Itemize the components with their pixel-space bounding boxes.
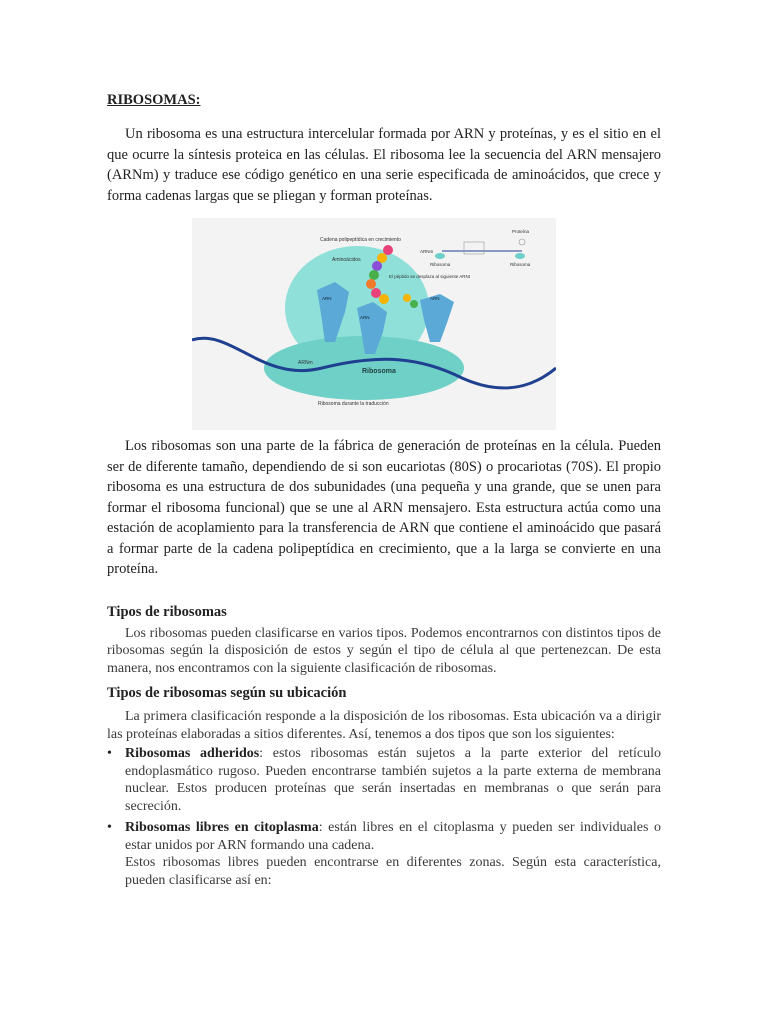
ribosome-figure (192, 218, 556, 430)
ribosome-types-list (107, 745, 661, 889)
trna-label-1: ARN (322, 296, 332, 301)
section-heading-ubicacion: Tipos de ribosomas según su ubicación (107, 685, 347, 701)
intro-paragraph: Un ribosoma es una estructura intercelular formada por ARN y proteínas, y es el sitio en el que ocurre la síntesis proteica en las células. El ribosoma lee la secuencia del ARN mensajero (ARNm) y traduce ese código genético en una serie especificada de aminoácidos, que crece y forma cadenas largas que se pliegan y forman proteínas. (107, 126, 661, 204)
list-item-term: Ribosomas adheridos (125, 746, 260, 761)
ribosome-description-paragraph: Los ribosomas son una parte de la fábrica de generación de proteínas en la célula. Pueden ser de diferente tamaño, dependiendo de si son eucariotas (80S) o procariotas (70S). El propio ribosoma es una estructura de dos subunidades (una pequeña y una grande, que se unen para formar el ribosoma funcional) que se une al ARN mensajero. Esta estructura actúa como una estación de acoplamiento para la transferencia de ARN que contiene el aminoácido que pasará a formar parte de la cadena polipeptídica en crecimiento, que a la larga se convierte en una proteína. (107, 438, 661, 577)
chain-label: Cadena polipeptídica en crecimiento (320, 237, 401, 243)
document-page (107, 92, 661, 893)
inset-ribosome-right: Ribosoma (510, 262, 531, 267)
trna-label-2: ARN (360, 315, 370, 320)
trna-label-3: ARN (430, 296, 440, 301)
inset-protein-label: Proteína (512, 229, 530, 234)
section-heading-tipos: Tipos de ribosomas (107, 603, 227, 620)
list-item (107, 745, 661, 815)
mrna-label: ARNm (298, 360, 313, 366)
section-paragraph-ubicacion: La primera clasificación responde a la disposición de los ribosomas. Esta ubicación va a dirigir las proteínas elaboradas a sitios diferentes. Así, tenemos a dos tipos que son los siguientes: (107, 709, 661, 742)
list-item-text: : están libres en el citoplasma y pueden ser individuales o estar unidos por ARN formando una cadena. (125, 820, 661, 853)
figure-caption: Ribosoma durante la traducción (318, 401, 389, 407)
bullet-icon: • (107, 746, 112, 761)
list-item (107, 819, 661, 889)
inset-ribosome-left: Ribosoma (430, 262, 451, 267)
aa-label: Aminoácidos (332, 257, 361, 263)
list-item-term: Ribosomas libres en citoplasma (125, 820, 319, 835)
bullet-icon: • (107, 820, 112, 835)
section-paragraph-tipos: Los ribosomas pueden clasificarse en varios tipos. Podemos encontrarnos con distintos tipos de ribosomas según la disposición de estos y según el tipo de célula al que pertenezcan. De esta manera, nos encontramos con la siguiente clasificación de ribosomas. (107, 625, 661, 676)
document-title: RIBOSOMAS: (107, 92, 201, 108)
inset-mrna-label: ARNm (420, 249, 434, 254)
peptide-label: El péptido se desplaza al siguiente ARNt (389, 274, 471, 279)
list-item-text: : estos ribosomas están sujetos a la parte exterior del retículo endoplasmático rugoso. Pueden encontrarse también sujetos a la parte externa de membrana nuclear. Estos producen proteínas que serán insertadas en membranas o que serán para secreción. (125, 746, 661, 814)
translation-inset (420, 229, 531, 267)
list-item-extra: Estos ribosomas libres pueden encontrarse en diferentes zonas. Según esta característica, pueden clasificarse así en: (125, 855, 661, 888)
ribosome-label: Ribosoma (362, 368, 396, 375)
ribosome-illustration (192, 218, 556, 430)
